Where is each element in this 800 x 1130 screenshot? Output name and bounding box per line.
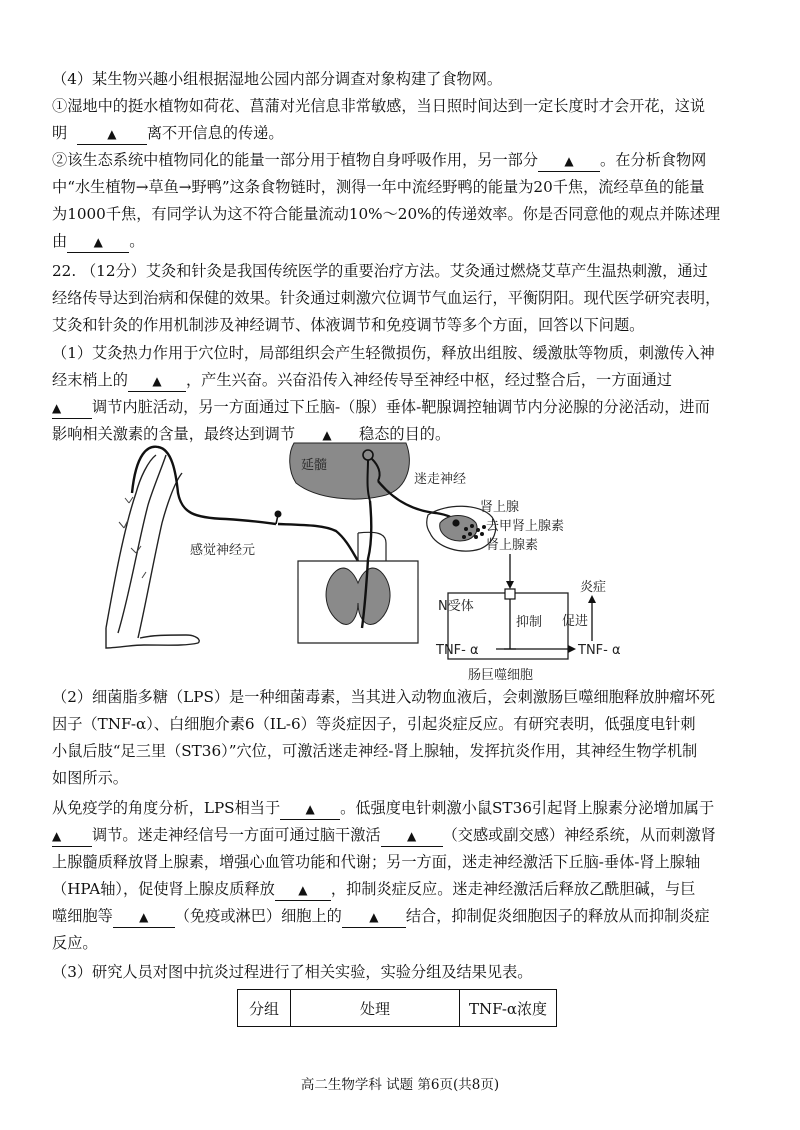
- answer-blank[interactable]: [67, 231, 129, 253]
- chromaffin-cell: [452, 519, 459, 526]
- blank-mark: ▲: [52, 401, 62, 415]
- spinal-grey-matter: [326, 568, 390, 624]
- inflammation-label: 炎症: [580, 580, 607, 595]
- text-fragment: ，抑制炎症反应。迷走神经激活后释放乙酰胆碱，与巨: [330, 880, 696, 898]
- blank-mark: ▲: [107, 127, 117, 141]
- blank-mark: ▲: [52, 829, 62, 843]
- leg-outline-right: [138, 473, 182, 638]
- arrow-head: [506, 581, 514, 589]
- q22-1-line3: [52, 394, 764, 421]
- n-receptor-label: N受体: [438, 599, 474, 614]
- q21-4-p1-line1: ①湿地中的挺水植物如荷花、菖蒲对光信息非常敏感，当日照时间达到一定长度时才会开花，这说: [52, 97, 706, 115]
- answer-blank[interactable]: [538, 150, 600, 172]
- answer-blank[interactable]: [275, 879, 331, 901]
- nerve-branches: [119, 497, 146, 578]
- ganglion-body: [275, 511, 282, 518]
- q21-4-title: （4）某生物兴趣小组根据湿地公园内部分调查对象构建了食物网。: [52, 70, 503, 88]
- text-fragment: 稳态的目的。: [359, 425, 451, 443]
- q22-2-line5: [52, 795, 764, 822]
- answer-blank[interactable]: [280, 798, 340, 820]
- epinephrine-label: 肾上腺素: [486, 538, 539, 553]
- leg-outline-mid: [118, 455, 166, 633]
- text-fragment: 明: [52, 124, 68, 142]
- text-fragment: 调节。迷走神经信号一方面可通过脑干激活: [92, 826, 381, 844]
- text-fragment: ②该生态系统中植物同化的能量一部分用于植物自身呼吸作用，另一部分: [52, 151, 538, 169]
- sensory-neuron-label: 感觉神经元: [190, 543, 256, 558]
- text-fragment: 从免疫学的角度分析，LPS相当于: [52, 799, 281, 817]
- q22-2-line7: 上腺髓质释放肾上腺素，增强心血管功能和代谢；另一方面，迷走神经激活下丘脑-垂体-肾上腺轴: [52, 853, 701, 871]
- q22-2-line4: 如图所示。: [52, 769, 128, 787]
- blank-mark: ▲: [406, 829, 417, 843]
- table-header-row: [238, 990, 557, 1027]
- q22-1-line1: （1）艾灸热力作用于穴位时，局部组织会产生轻微损伤，释放出组胺、缓激肽等物质，刺激传入神: [52, 344, 715, 362]
- result-table: [237, 989, 557, 1027]
- q22-intro-line1: 22. （12分）艾灸和针灸是我国传统医学的重要治疗方法。艾灸通过燃烧艾草产生温热刺激，通过: [52, 262, 708, 280]
- q22-2-line6: [52, 822, 764, 849]
- blank-mark: ▲: [139, 910, 149, 924]
- arrow-head: [588, 595, 596, 603]
- text-fragment: 。: [129, 232, 145, 250]
- text-fragment: 影响相关激素的含量，最终达到调节: [52, 425, 295, 443]
- adrenal-medulla: [440, 516, 477, 542]
- text-fragment: （免疫或淋巴）细胞上的: [174, 907, 342, 925]
- foot-outline: [106, 628, 199, 648]
- answer-blank[interactable]: [381, 825, 443, 847]
- table-header-treatment: 处理: [291, 990, 460, 1027]
- q22-2-line10: 反应。: [52, 934, 98, 952]
- q22-2-line2: 因子（TNF-α）、白细胞介素6（IL-6）等炎症因子，引起炎症反应。有研究表明，低强度电针刺: [52, 715, 696, 733]
- blank-mark: ▲: [369, 910, 379, 924]
- sensory-nerve-to-cord: [278, 524, 358, 561]
- q21-4-p2-line4: [52, 228, 764, 255]
- q22-2-line3: 小鼠后肢“足三里（ST36）”穴位，可激活迷走神经-肾上腺轴，发挥抗炎作用，其神经生物学机制: [52, 742, 698, 760]
- blank-mark: ▲: [322, 428, 332, 442]
- answer-blank[interactable]: [52, 397, 92, 419]
- text-fragment: 噬细胞等: [52, 907, 113, 925]
- blank-mark: ▲: [298, 883, 308, 897]
- q22-3-line1: （3）研究人员对图中抗炎过程进行了相关实验，实验分组及结果见表。: [52, 963, 533, 981]
- blank-mark: ▲: [305, 802, 315, 816]
- q22-intro-line2: 经络传导达到治病和保健的效果。针灸通过刺激穴位调节气血运行，平衡阴阳。现代医学研究表明，: [52, 289, 721, 307]
- text-fragment: 离不开信息的传递。: [146, 124, 284, 142]
- medulla-label: 延髓: [301, 458, 328, 473]
- answer-blank[interactable]: [113, 906, 175, 928]
- text-fragment: ，产生兴奋。兴奋沿传入神经传导至神经中枢，经过整合后，一方面通过: [185, 371, 672, 389]
- blank-mark: ▲: [152, 374, 162, 388]
- q22-2-line1: （2）细菌脂多糖（LPS）是一种细菌毒素，当其进入动物血液后，会刺激肠巨噬细胞释放肿瘤坏死: [52, 688, 716, 706]
- n-receptor-mark: [505, 589, 515, 599]
- answer-blank[interactable]: [128, 370, 186, 392]
- sensory-nerve-path: [132, 447, 276, 524]
- text-fragment: （HPA轴），促使肾上腺皮质释放: [52, 880, 275, 898]
- arrow-head: [568, 645, 576, 653]
- answer-blank[interactable]: [342, 906, 406, 928]
- adrenal-label: 肾上腺: [480, 500, 520, 515]
- neuro-immune-diagram: [96, 433, 656, 688]
- answer-blank[interactable]: [77, 123, 147, 145]
- tnf-right-label: TNF- α: [578, 643, 621, 658]
- text-fragment: （交感或副交感）神经系统，从而刺激肾: [442, 826, 716, 844]
- blank-mark: ▲: [564, 154, 574, 168]
- table-header-group: 分组: [238, 990, 291, 1027]
- text-fragment: 经末梢上的: [52, 371, 128, 389]
- macrophage-label: 肠巨噬细胞: [468, 668, 534, 683]
- q22-2-line8: [52, 876, 764, 903]
- norepinephrine-label: 去甲肾上腺素: [486, 519, 565, 534]
- text-fragment: 结合，抑制促炎细胞因子的释放从而抑制炎症: [405, 907, 710, 925]
- q22-1-line2: [52, 367, 764, 394]
- q21-4-p1-line2: [52, 120, 764, 147]
- q21-4-p2-line3: 为1000千焦，有同学认为这不符合能量流动10%～20%的传递效率。你是否同意他的观点并陈述理: [52, 205, 721, 223]
- answer-blank[interactable]: [52, 825, 92, 847]
- inhibit-label: 抑制: [516, 615, 543, 630]
- q21-4-p2-line1: [52, 147, 764, 174]
- table-header-tnf: TNF-α浓度: [460, 990, 557, 1027]
- text-fragment: 。在分析食物网: [600, 151, 707, 169]
- page-footer: 高二生物学科 试题 第6页(共8页): [300, 1077, 500, 1093]
- text-fragment: 由: [52, 232, 68, 250]
- q22-intro-line3: 艾灸和针灸的作用机制涉及神经调节、体液调节和免疫调节等多个方面，回答以下问题。: [52, 316, 645, 334]
- text-fragment: 。低强度电针刺激小鼠ST36引起肾上腺素分泌增加属于: [340, 799, 715, 817]
- q21-4-p2-line2: 中“水生植物→草鱼→野鸭”这条食物链时，测得一年中流经野鸭的能量为20千焦，流经草鱼的能量: [52, 178, 705, 196]
- tnf-left-label: TNF- α: [436, 643, 479, 658]
- blank-mark: ▲: [93, 235, 103, 249]
- text-fragment: 调节内脏活动，另一方面通过下丘脑-（腺）垂体-靶腺调控轴调节内分泌腺的分泌活动，进而: [92, 398, 710, 416]
- q22-2-line9: [52, 903, 764, 930]
- promote-label: 促进: [562, 614, 589, 629]
- vagus-label: 迷走神经: [414, 472, 467, 487]
- leg-outline-left: [106, 455, 156, 628]
